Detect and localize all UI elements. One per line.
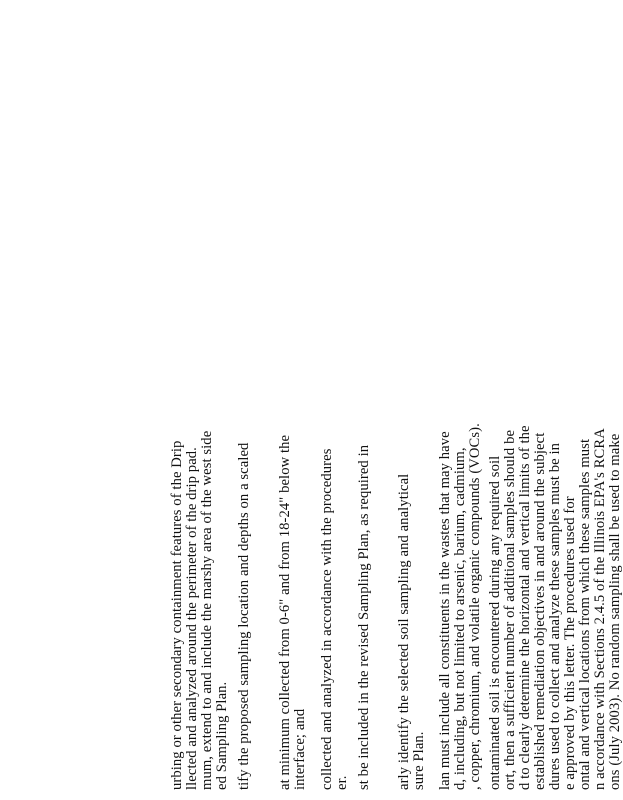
text-line: interface; and [292,708,308,790]
text-line: llected and analyzed around the perimeter of the drip pad. [184,447,200,790]
text-line: collected and analyzed in accordance with the procedures [319,448,335,790]
text-line: ontaminated soil is encountered during any required soil [487,455,503,790]
text-line: ed Sampling Plan. [214,681,230,790]
text-line: at minimum collected from 0-6" and from 18-24" below the [277,434,293,790]
text-line: urbing or other secondary containment features of the Drip [169,440,185,790]
text-line: dures used to collect and analyze these samples must be in [547,442,563,790]
text-line: ort, then a sufficient number of additional samples should be [502,429,518,790]
text-line: lan must include all constituents in the wastes that may have [437,431,453,790]
text-line: arly identify the selected soil sampling and analytical [396,473,412,790]
text-line: ons (July 2003). No random sampling shall be used to make [607,433,623,790]
text-line: e approved by this letter. The procedures used for [562,496,578,790]
text-line: er. [334,775,350,790]
text-line: established remediation objectives in and around the subject [532,432,548,790]
text-line: n accordance with Sections 2.4.5 of the Illinois EPA's RCRA [592,428,608,790]
text-line: mum, extend to and include the marshy area of the west side [199,430,215,790]
text-line: st be included in the revised Sampling Plan, as required in [356,444,372,790]
text-line: sure Plan. [411,731,427,790]
text-line: tify the proposed sampling location and depths on a scaled [236,442,252,790]
text-line: , copper, chromium, and volatile organic compounds (VOCs). [467,423,483,790]
text-line: d, including, but not limited to arsenic, barium, cadmium, [452,447,468,790]
text-line: ontal and vertical locations from which these samples must [577,438,593,790]
text-line: d to clearly determine the horizontal and vertical limits of the [517,425,533,790]
